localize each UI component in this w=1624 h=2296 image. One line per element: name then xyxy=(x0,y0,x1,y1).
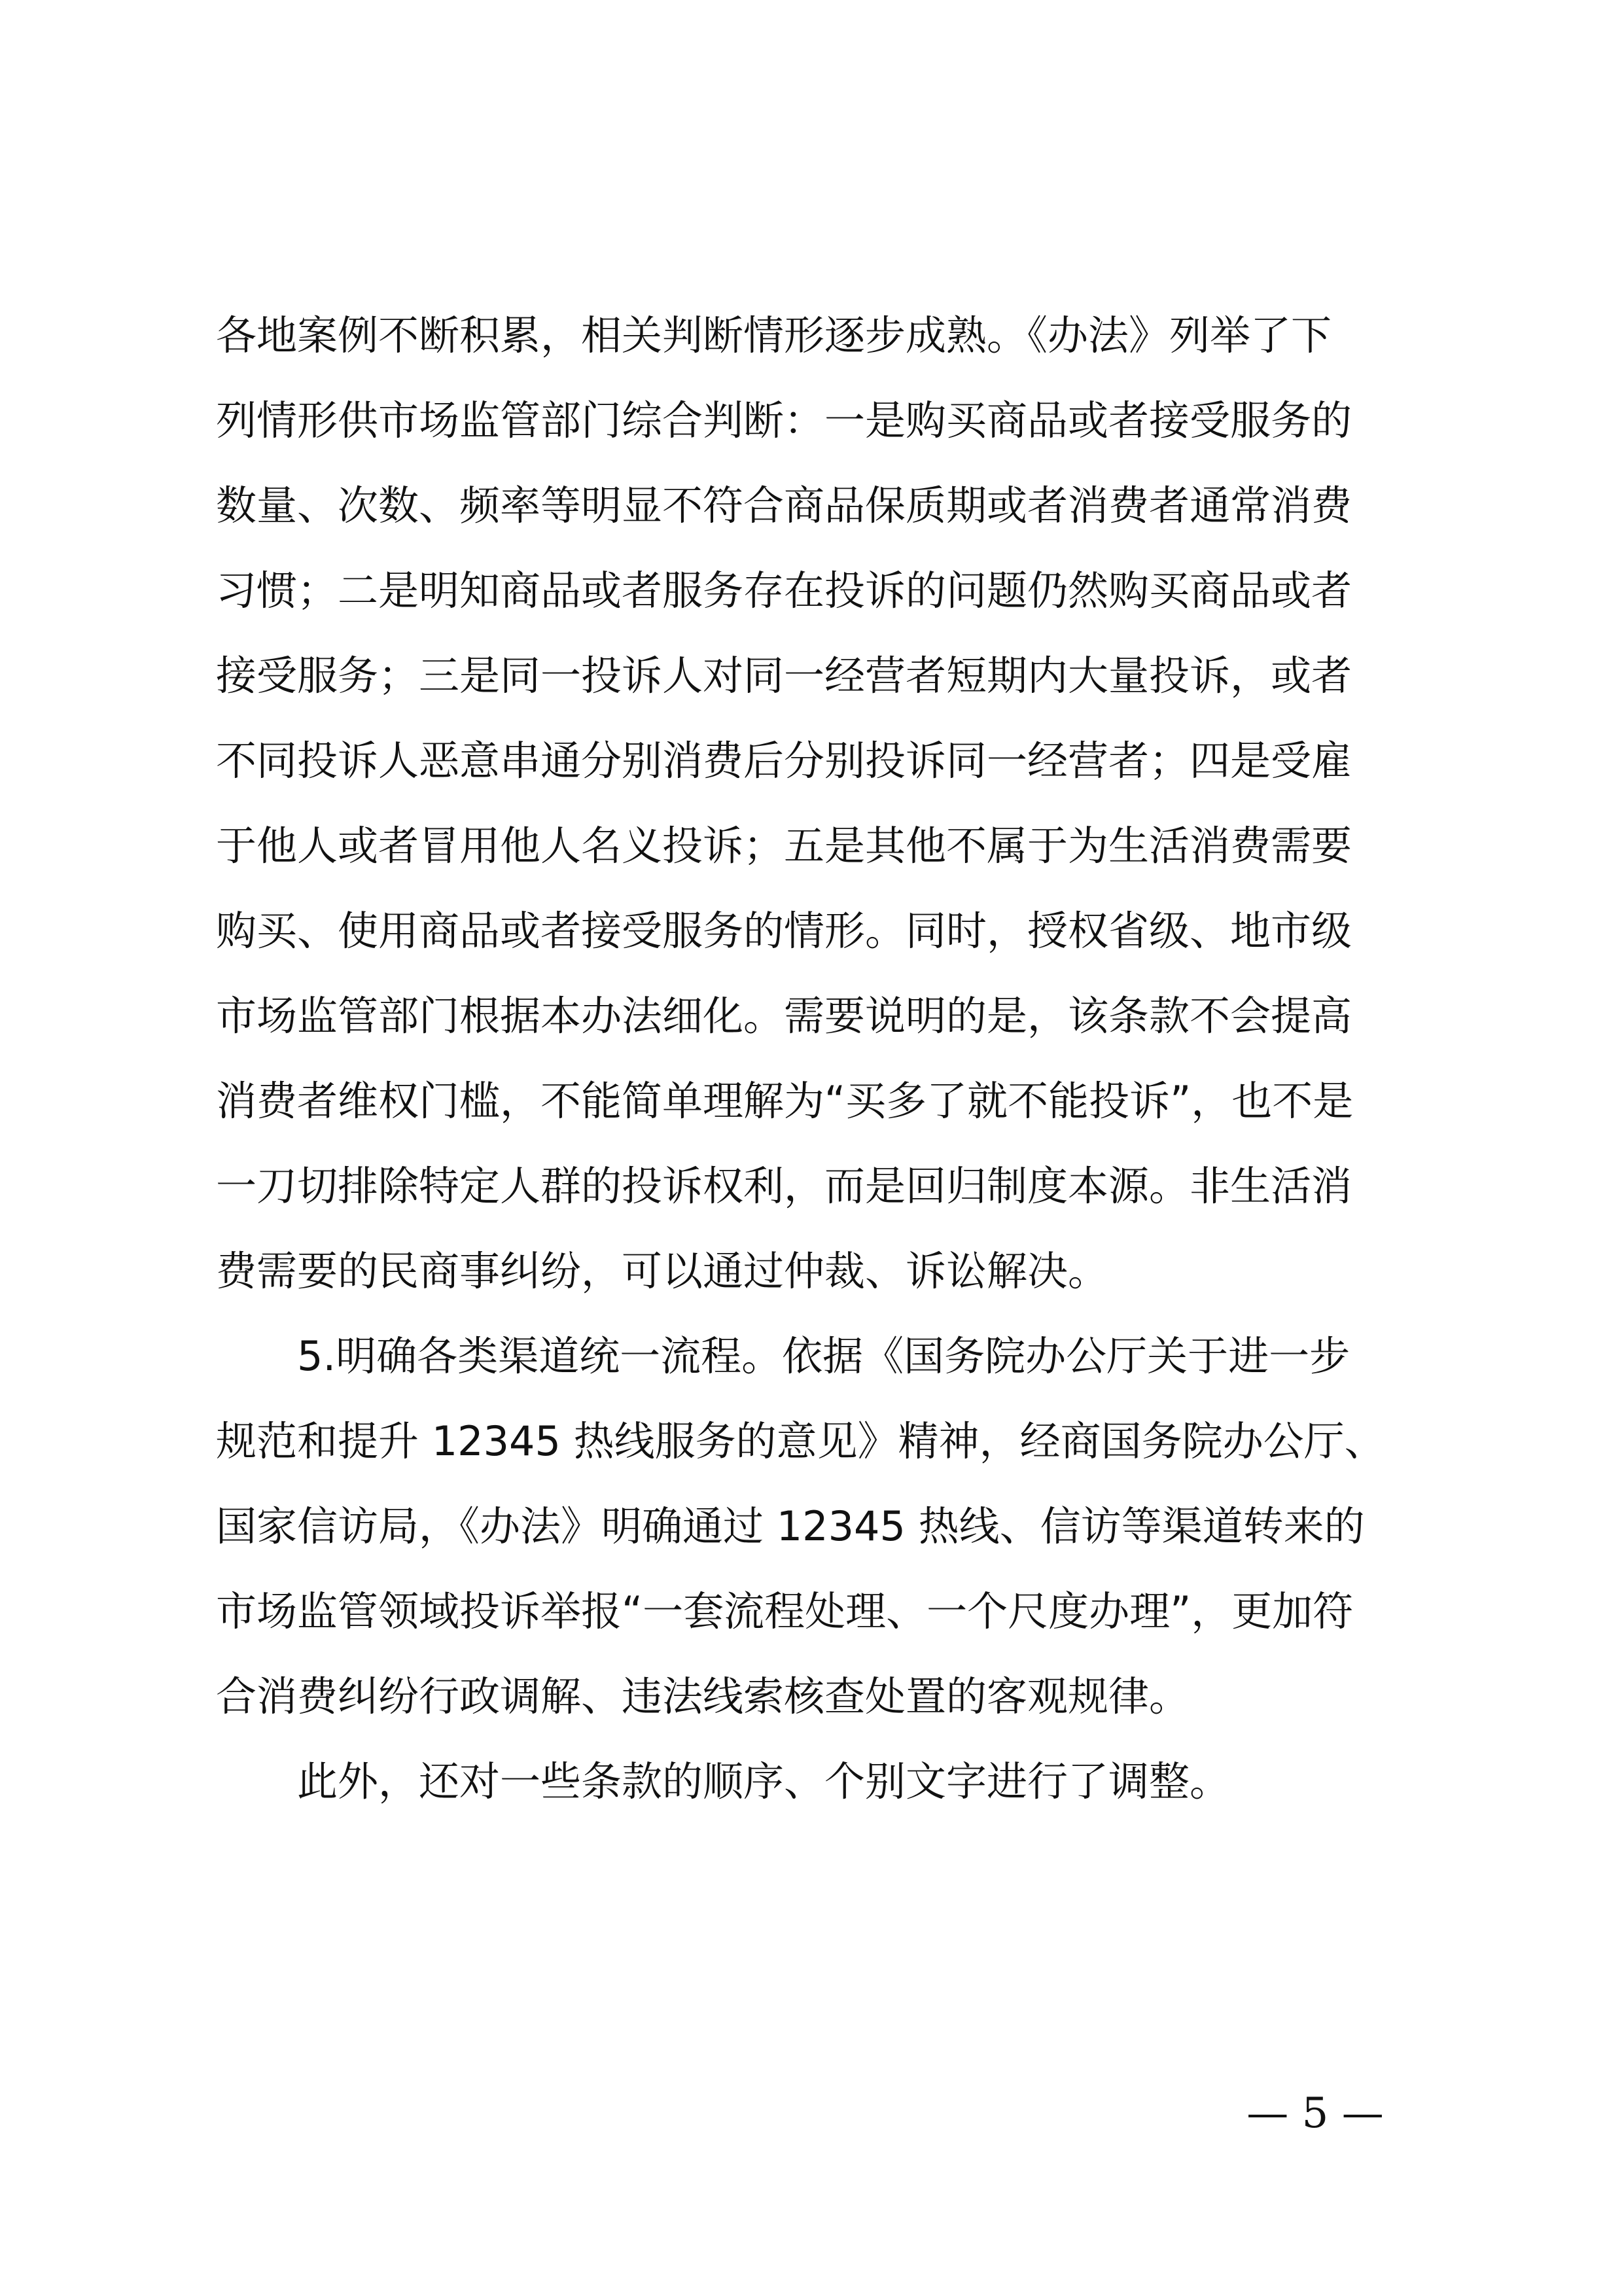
text-line: 一刀切排除特定人群的投诉权利，而是回归制度本源。非生活消 xyxy=(216,1162,1352,1210)
text-line: 列情形供市场监管部门综合判断：一是购买商品或者接受服务的 xyxy=(216,397,1352,444)
text-line: 此外，还对一些条款的顺序、个别文字进行了调整。 xyxy=(297,1757,1231,1805)
text-line: 5.明确各类渠道统一流程。依据《国务院办公厅关于进一步 xyxy=(297,1332,1350,1380)
page-number: — 5 — xyxy=(1246,2089,1384,2138)
text-line: 购买、使用商品或者接受服务的情形。同时，授权省级、地市级 xyxy=(216,907,1352,955)
text-line: 市场监管部门根据本办法细化。需要说明的是，该条款不会提高 xyxy=(216,992,1352,1040)
text-line: 接受服务；三是同一投诉人对同一经营者短期内大量投诉，或者 xyxy=(216,652,1352,699)
text-line: 费需要的民商事纠纷，可以通过仲裁、诉讼解决。 xyxy=(216,1247,1109,1295)
text-line: 于他人或者冒用他人名义投诉；五是其他不属于为生活消费需要 xyxy=(216,822,1352,870)
paragraph-2 xyxy=(216,1314,1433,1739)
paragraph-3 xyxy=(216,1739,1433,1824)
text-line: 各地案例不断积累，相关判断情形逐步成熟。《办法》列举了下 xyxy=(216,311,1332,359)
paragraph-1 xyxy=(216,293,1433,1314)
text-line: 习惯；二是明知商品或者服务存在投诉的问题仍然购买商品或者 xyxy=(216,567,1352,614)
text-line: 合消费纠纷行政调解、违法线索核查处置的客观规律。 xyxy=(216,1672,1190,1720)
text-line: 市场监管领域投诉举报“一套流程处理、一个尺度办理”，更加符 xyxy=(216,1587,1354,1635)
text-line: 规范和提升 12345 热线服务的意见》精神，经商国务院办公厅、 xyxy=(216,1417,1385,1465)
document-body xyxy=(216,293,1433,1824)
text-line: 不同投诉人恶意串通分别消费后分别投诉同一经营者；四是受雇 xyxy=(216,737,1352,785)
text-line: 消费者维权门槛，不能简单理解为“买多了就不能投诉”，也不是 xyxy=(216,1077,1354,1125)
text-line: 数量、次数、频率等明显不符合商品保质期或者消费者通常消费 xyxy=(216,482,1352,529)
text-line: 国家信访局，《办法》明确通过 12345 热线、信访等渠道转来的 xyxy=(216,1502,1365,1550)
